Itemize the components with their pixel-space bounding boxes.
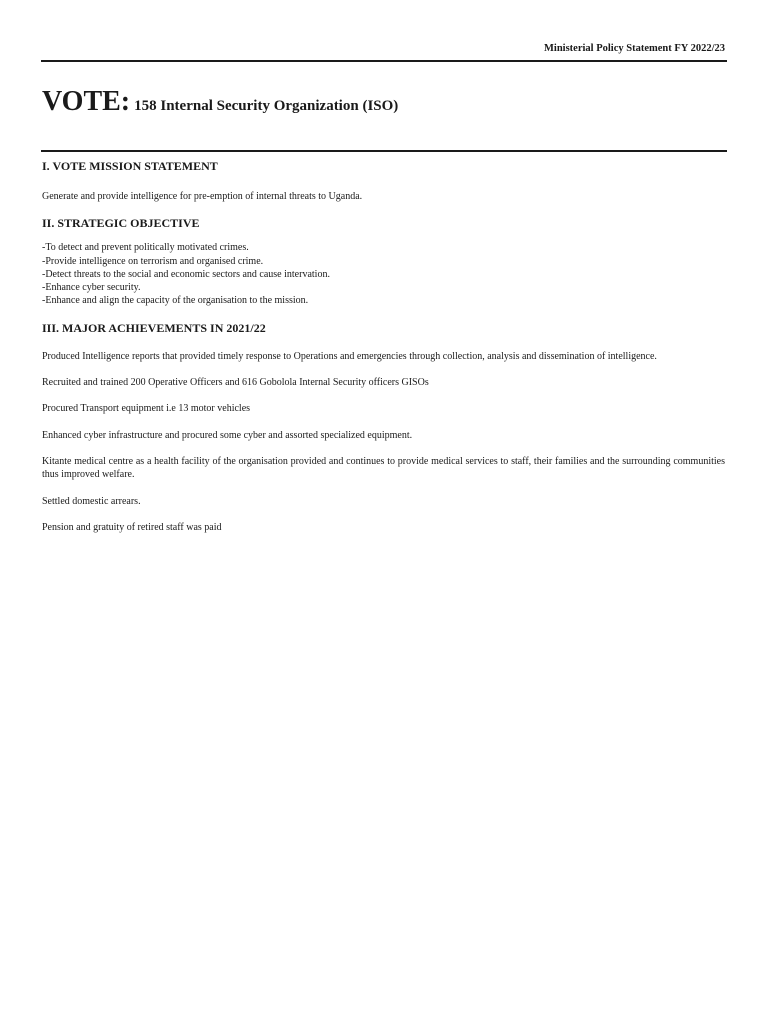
objective-item: -Detect threats to the social and economic sectors and cause intervation. (42, 268, 330, 280)
title-divider (41, 150, 727, 152)
vote-label: VOTE: (42, 86, 131, 117)
achievement-item: Produced Intelligence reports that provided timely response to Operations and emergencies through collection, analysis and dissemination of intelligence. (42, 350, 657, 362)
achievement-item: Recruited and trained 200 Operative Officers and 616 Gobolola Internal Security officers GISOs (42, 377, 429, 389)
achievement-item: Pension and gratuity of retired staff was paid (42, 521, 222, 533)
document-header-title: Ministerial Policy Statement FY 2022/23 (544, 43, 725, 54)
vote-name: 158 Internal Security Organization (ISO) (134, 98, 399, 114)
achievement-item: Kitante medical centre as a health facility of the organisation provided and continues to provide medical services to staff, their families and the surrounding communities thus improved welfare. (42, 455, 725, 481)
achievements-heading: III. MAJOR ACHIEVEMENTS IN 2021/22 (42, 320, 266, 335)
mission-heading: I. VOTE MISSION STATEMENT (42, 159, 218, 173)
objective-item: -To detect and prevent politically motivated crimes. (42, 242, 249, 254)
objectives-list (42, 241, 725, 307)
achievement-item: Enhanced cyber infrastructure and procured some cyber and assorted specialized equipment. (42, 429, 413, 441)
vote-title (42, 86, 398, 118)
objective-item: -Provide intelligence on terrorism and organised crime. (42, 255, 264, 267)
header-divider (41, 60, 727, 62)
achievement-item: Settled domestic arrears. (42, 495, 141, 507)
objective-item: -Enhance and align the capacity of the organisation to the mission. (42, 295, 309, 307)
objective-item: -Enhance cyber security. (42, 282, 141, 294)
document-body (42, 158, 725, 534)
achievement-item: Procured Transport equipment i.e 13 motor vehicles (42, 403, 251, 415)
objectives-heading: II. STRATEGIC OBJECTIVE (42, 216, 200, 231)
mission-text: Generate and provide intelligence for pre-emption of internal threats to Uganda. (42, 191, 363, 202)
